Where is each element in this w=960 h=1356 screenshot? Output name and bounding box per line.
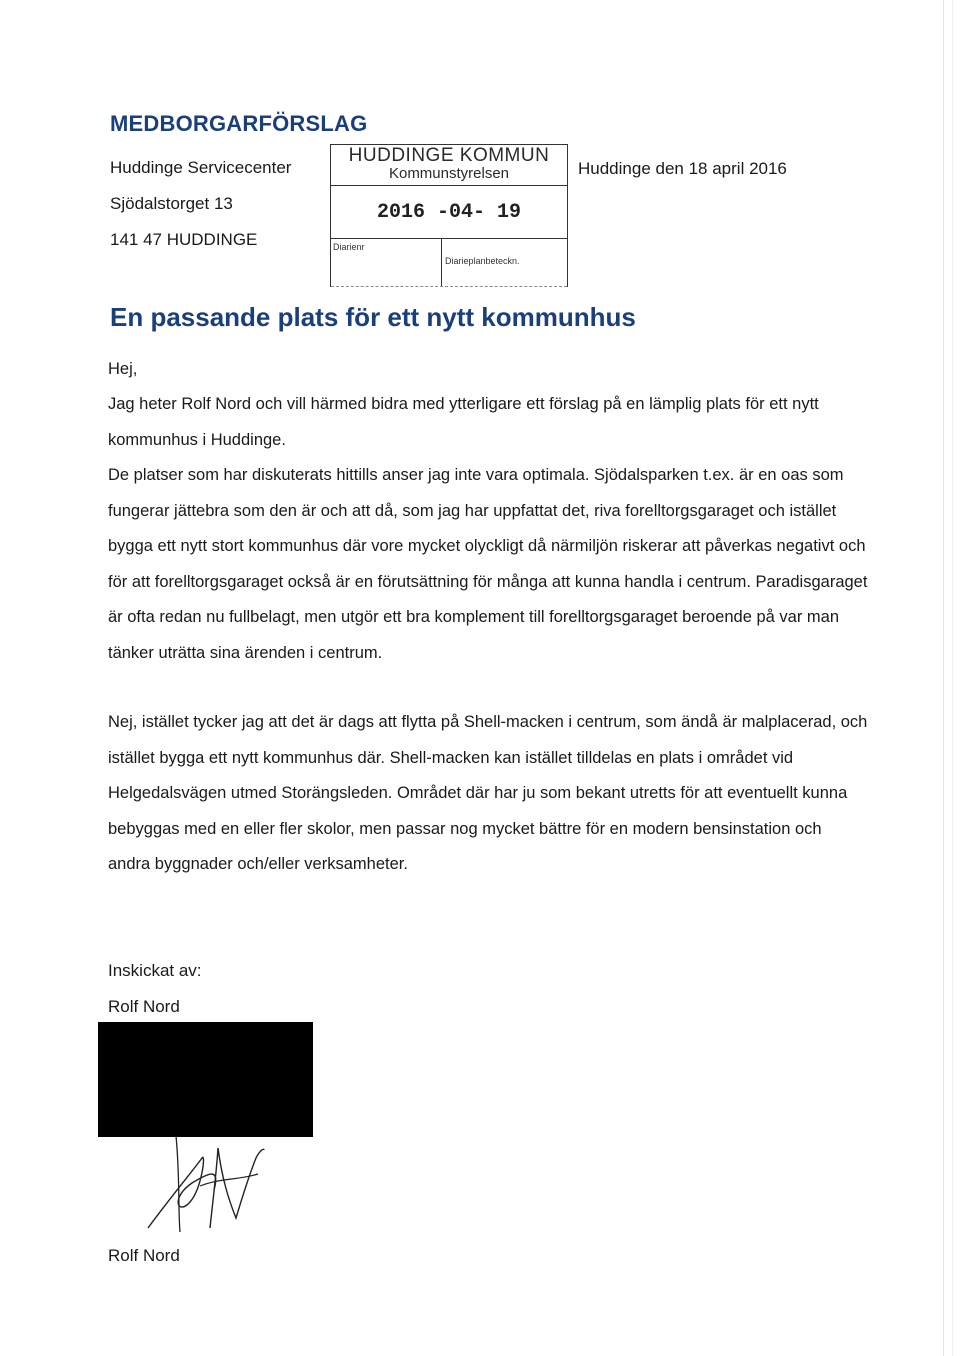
- paragraph-proposal: Nej, istället tycker jag att det är dags att flytta på Shell-macken i centrum, som ändå är malplacerad, och istället bygga ett nytt kommunhus där. Shell-macken kan istället tilldelas en plats i området vid Helgedalsvägen utmed Storängsleden. Området där har ju som bekant utretts för att eventuellt kunna bebyggas med en eller fler skolor, men passar nog mycket bättre för en modern bensinstation och andra byggnader och/eller verksamheter.: [108, 713, 868, 873]
- received-stamp: [330, 144, 568, 287]
- place-date: Huddinge den 18 april 2016: [578, 159, 787, 178]
- address-line-2: Sjödalstorget 13: [110, 194, 233, 213]
- stamp-date: 2016 -04- 19: [376, 201, 522, 224]
- stamp-dept: Kommunstyrelsen: [388, 165, 510, 182]
- stamp-org: HUDDINGE KOMMUN: [348, 145, 550, 166]
- address-line-3: 141 47 HUDDINGE: [110, 230, 258, 249]
- paragraph-intro: Jag heter Rolf Nord och vill härmed bidra med ytterligare ett förslag på en lämplig plats för ett nytt kommunhus i Huddinge.: [108, 395, 819, 449]
- scan-edge-line: [952, 0, 953, 1356]
- letter-title: En passande plats för ett nytt kommunhus: [110, 302, 636, 332]
- address-line-1: Huddinge Servicecenter: [110, 158, 292, 177]
- paragraph-current-sites: De platser som har diskuterats hittills anser jag inte vara optimala. Sjödalsparken t.ex. är en oas som fungerar jättebra som den är och att då, som jag har uppfattat det, riva forelltorgsgaraget och istället bygga ett nytt stort kommunhus där vore mycket olyckligt då närmiljön riskerar att påverkas negativt och för att forelltorgsgaraget också är en förutsättning för många att kunna handla i centrum. Paradisgaraget är ofta redan nu fullbelagt, men utgör ett bra komplement till forelltorgsgaraget beroende på var man tänker uträtta sina ärenden i centrum.: [108, 466, 868, 662]
- sender-name: Rolf Nord: [108, 997, 180, 1016]
- sent-by-label: Inskickat av:: [108, 961, 202, 980]
- stamp-field-diarieplan: Diarieplanbeteckn.: [445, 256, 520, 266]
- scan-edge-line: [943, 0, 944, 1356]
- document-heading: MEDBORGARFÖRSLAG: [110, 111, 368, 136]
- stamp-field-diarienr: Diarienr: [333, 242, 365, 252]
- redacted-block: [98, 1022, 313, 1137]
- signature-name: Rolf Nord: [108, 1246, 180, 1265]
- greeting: Hej,: [108, 360, 138, 378]
- signature-icon: [140, 1128, 290, 1238]
